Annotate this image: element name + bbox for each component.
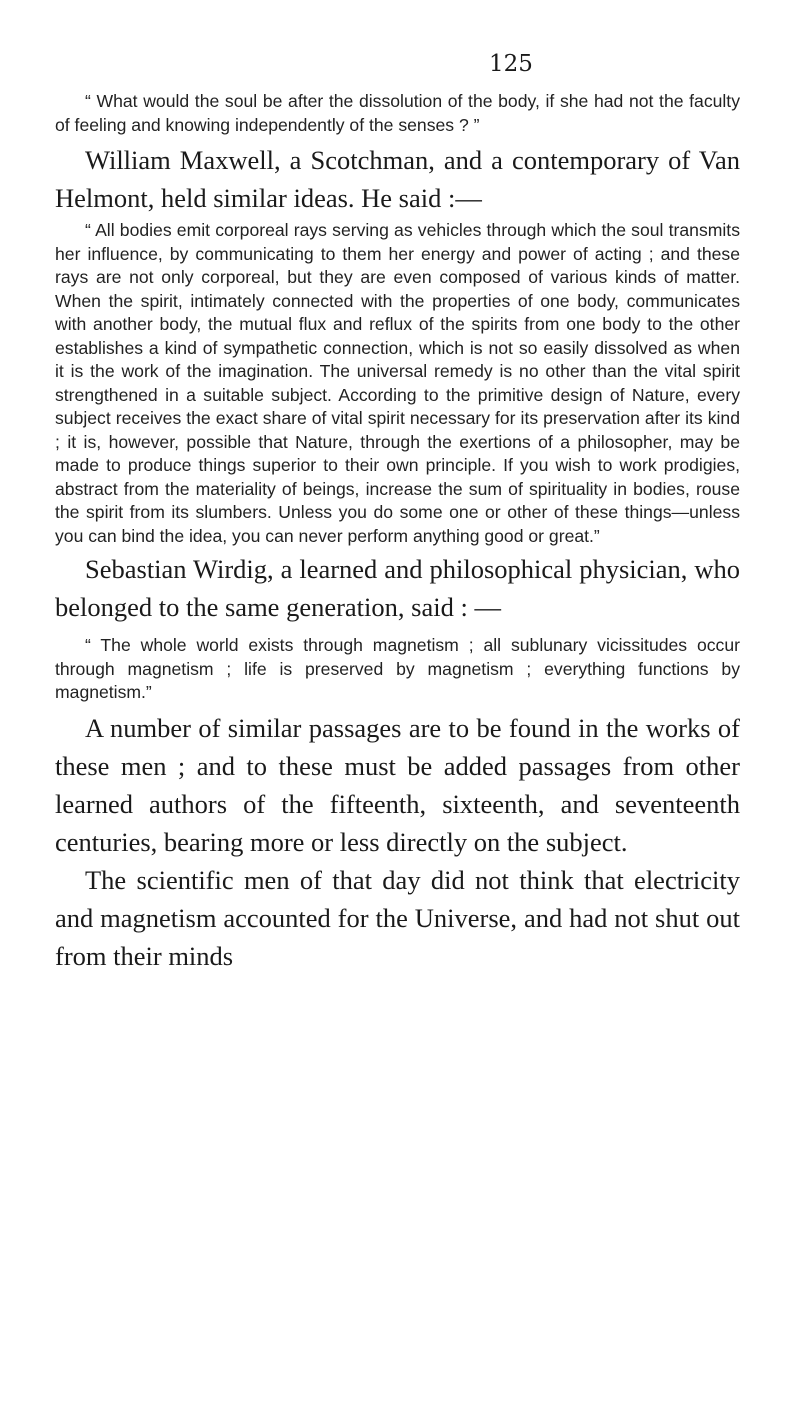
paragraph-william-maxwell: William Maxwell, a Scotchman, and a contemporary of Van Helmont, held similar ideas. He said :— — [55, 145, 740, 213]
paragraph-sebastian-wirdig: Sebastian Wirdig, a learned and philosophical physician, who belonged to the same generation, said : — — [55, 554, 740, 622]
quote-soul-dissolution: “ What would the soul be after the dissolution of the body, if she had not the faculty of feeling and knowing independently of the senses ? ” — [55, 91, 740, 135]
paragraph-similar-passages: A number of similar passages are to be found in the works of these men ; and to these must be added passages from other learned authors of the fifteenth, sixteenth, and seventeenth centuries, bearing more or less directly on the subject. — [55, 712, 740, 857]
quote-corporeal-rays: “ All bodies emit corporeal rays serving as vehicles through which the soul transmits her influence, by communicating to them her energy and power of acting ; and these rays are not only corporeal, but they are even composed of various kinds of matter. When the spirit, intimately connected with the properties of one body, communicates with another body, the mutual flux and reflux of the spirits from one body to the other establishes a kind of sympathetic connection, which is not so easily dissolved as when it is the work of the imagination. The universal remedy is no other than the vital spirit strengthened in a suitable subject. According to the primitive design of Nature, every subject receives the exact share of vital spirit necessary for its preservation after its kind ; it is, however, possible that Nature, through the exertions of a philosopher, may be made to produce things superior to their own principle. If you wish to work prodigies, abstract from the materiality of beings, increase the sum of spirituality in bodies, rouse the spirit from its slumbers. Unless you do some one or other of these things—unless you can bind the idea, you can never perform anything good or great.” — [55, 220, 740, 546]
page-number: 125 — [489, 51, 533, 77]
quote-magnetism: “ The whole world exists through magnetism ; all sublunary vicissitudes occur through magnetism ; life is preserved by magnetism ; everything functions by magnetism.” — [55, 635, 740, 702]
paragraph-scientific-men: The scientific men of that day did not think that electricity and magnetism accounted for the Universe, and had not shut out from their minds — [55, 864, 740, 971]
text-column — [55, 90, 740, 975]
